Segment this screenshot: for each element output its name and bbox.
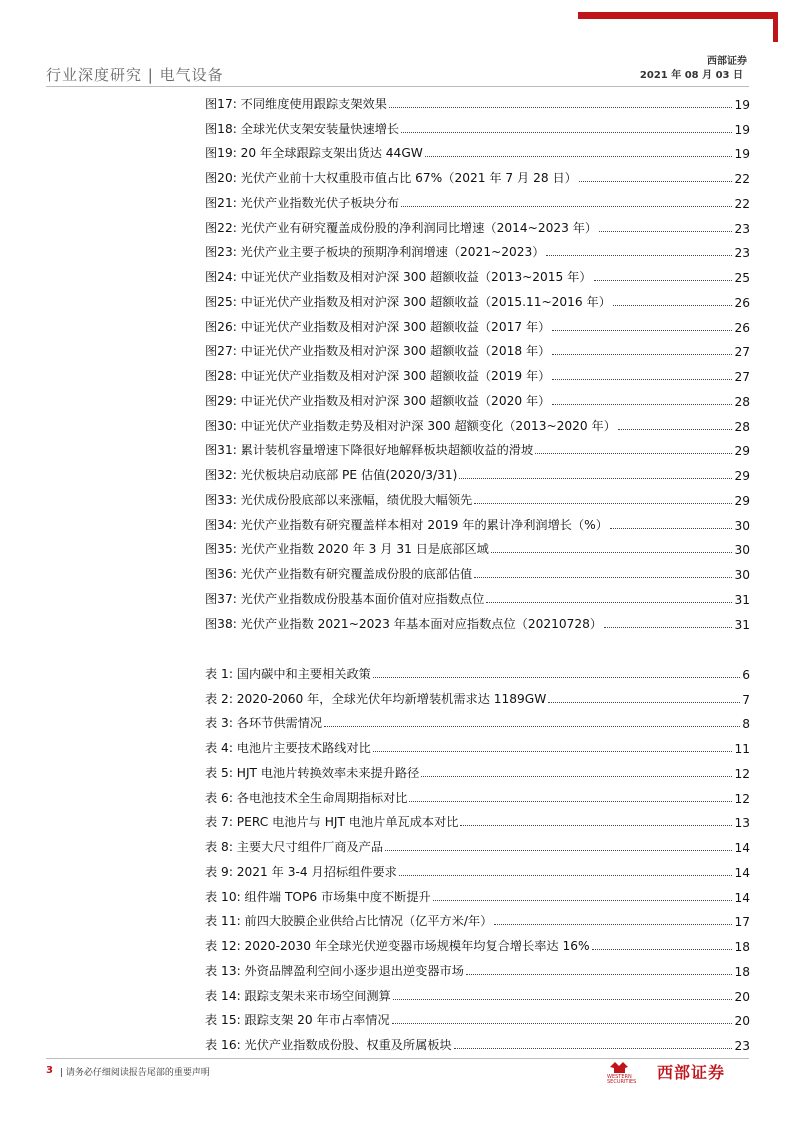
dot-leader: [579, 181, 733, 182]
figure-toc-row[interactable]: [205, 458, 750, 483]
dot-leader: [599, 231, 732, 232]
figure-toc-row-label: 图23: 光伏产业主要子板块的预期净利润增速（2021~2023）: [205, 245, 545, 260]
figure-toc-row-label: 图31: 累计装机容量增速下降很好地解释板块超额收益的滑坡: [205, 443, 534, 458]
table-toc-row[interactable]: [205, 979, 750, 1004]
table-toc-row-label: 表 4: 电池片主要技术路线对比: [205, 741, 371, 755]
figure-toc-row-page: 29: [734, 444, 750, 459]
table-toc-row-label: 表 14: 跟踪支架未来市场空间测算: [205, 988, 391, 1003]
dot-leader: [466, 974, 733, 975]
table-toc-row-label: 表 7: PERC 电池片与 HJT 电池片单瓦成本对比: [205, 815, 459, 830]
dot-leader: [389, 107, 733, 108]
table-toc-row-label: 表 10: 组件端 TOP6 市场集中度不断提升: [205, 889, 431, 904]
dot-leader: [474, 577, 732, 578]
figure-toc-row-page: 30: [734, 543, 750, 558]
figure-toc-list: [205, 87, 750, 632]
figure-toc-row-page: 27: [734, 370, 750, 384]
table-toc-row[interactable]: [205, 731, 750, 756]
figure-toc-row[interactable]: [205, 483, 750, 508]
table-toc-row[interactable]: [205, 929, 750, 954]
dot-leader: [552, 404, 732, 405]
figure-toc-row[interactable]: [205, 236, 750, 261]
figure-toc-row-label: 图27: 中证光伏产业指数及相对沪深 300 超额收益（2018 年）: [205, 344, 551, 359]
dot-leader: [618, 429, 733, 430]
figure-toc-row-label: 图17: 不同维度使用跟踪支架效果: [205, 96, 387, 111]
figure-toc-row-label: 图30: 中证光伏产业指数走势及相对沪深 300 超额变化（2013~2020 年）: [205, 418, 616, 433]
dot-leader: [613, 305, 733, 306]
page-number: 3: [46, 1065, 53, 1076]
dot-leader: [373, 751, 733, 752]
dot-leader: [486, 602, 732, 603]
figure-toc-row-label: 图28: 中证光伏产业指数及相对沪深 300 超额收益（2019 年）: [205, 369, 551, 383]
table-toc-row-page: 14: [734, 890, 750, 905]
dot-leader: [535, 453, 732, 454]
figure-toc-row-label: 图29: 中证光伏产业指数及相对沪深 300 超额收益（2020 年）: [205, 393, 551, 408]
figure-toc-row[interactable]: [205, 112, 750, 137]
table-toc-row-page: 14: [734, 865, 750, 880]
dot-leader: [401, 132, 732, 133]
table-toc-row-page: 23: [734, 1039, 750, 1053]
dot-leader: [425, 156, 733, 157]
figure-toc-row[interactable]: [205, 508, 750, 533]
table-toc-row-label: 表 12: 2020-2030 年全球光伏逆变器市场规模年均复合增长率达 16%: [205, 939, 590, 953]
figure-toc-row[interactable]: [205, 434, 750, 459]
table-toc-row-label: 表 16: 光伏产业指数成份股、权重及所属板块: [205, 1038, 452, 1052]
figure-toc-row-page: 19: [734, 147, 750, 162]
figure-toc-row-label: 图18: 全球光伏支架安装量快速增长: [205, 121, 400, 136]
table-toc-row[interactable]: [205, 905, 750, 930]
figure-toc-row-page: 19: [734, 97, 750, 112]
dot-leader: [324, 726, 740, 727]
dot-leader: [459, 478, 732, 479]
figure-toc-row-page: 31: [734, 617, 750, 632]
figure-toc-row-label: 图22: 光伏产业有研究覆盖成份股的净利润同比增速（2014~2023 年）: [205, 220, 598, 235]
table-toc-row[interactable]: [205, 806, 750, 831]
figure-toc-row[interactable]: [205, 260, 750, 285]
disclaimer-text: | 请务必仔细阅读报告尾部的重要声明: [60, 1068, 210, 1078]
figure-toc-row-page: 28: [734, 394, 750, 409]
table-toc-row-page: 18: [734, 964, 750, 979]
figure-toc-row-label: 图26: 中证光伏产业指数及相对沪深 300 超额收益（2017 年）: [205, 319, 551, 334]
dot-leader: [548, 702, 740, 703]
table-toc-row-page: 12: [734, 791, 750, 806]
figure-toc-row-page: 25: [734, 271, 750, 285]
figure-toc-row-page: 19: [734, 122, 750, 137]
table-toc-row-label: 表 13: 外资品牌盈利空间小逐步退出逆变器市场: [205, 963, 464, 978]
dot-leader: [610, 528, 733, 529]
figure-toc-row-page: 28: [734, 419, 750, 434]
table-toc-row-label: 表 9: 2021 年 3-4 月招标组件要求: [205, 864, 397, 879]
header-company-name: 西部证券: [707, 56, 747, 67]
figure-toc-row-label: 图36: 光伏产业指数有研究覆盖成份股的底部估值: [205, 567, 473, 581]
table-toc-row[interactable]: [205, 657, 750, 682]
table-toc-row-label: 表 15: 跟踪支架 20 年市占率情况: [205, 1013, 390, 1028]
table-toc-row-page: 17: [734, 915, 750, 930]
figure-toc-row-page: 26: [734, 295, 750, 310]
figure-toc-row[interactable]: [205, 310, 750, 335]
figure-toc-row-label: 图20: 光伏产业前十大权重股市值占比 67%（2021 年 7 月 28 日）: [205, 171, 577, 185]
figure-toc-row-label: 图35: 光伏产业指数 2020 年 3 月 31 日是底部区域: [205, 542, 489, 557]
figure-toc-row-label: 图21: 光伏产业指数光伏子板块分布: [205, 195, 400, 210]
report-category: 行业深度研究 | 电气设备: [46, 66, 224, 84]
figure-toc-row[interactable]: [205, 582, 750, 607]
table-toc-row-label: 表 6: 各电池技术全生命周期指标对比: [205, 790, 408, 805]
dot-leader: [552, 379, 732, 380]
dot-leader: [385, 850, 732, 851]
table-toc-row-page: 14: [734, 841, 750, 855]
header-red-bar: [578, 12, 778, 19]
dot-leader: [546, 255, 732, 256]
table-toc-row[interactable]: [205, 756, 750, 781]
figure-toc-row[interactable]: [205, 137, 750, 162]
logo-sub-line2: SECURITIES: [607, 1079, 637, 1084]
table-toc-row-label: 表 8: 主要大尺寸组件厂商及产品: [205, 840, 384, 854]
table-toc-row[interactable]: [205, 830, 750, 855]
table-toc-row[interactable]: [205, 954, 750, 979]
dot-leader: [460, 825, 732, 826]
table-toc-row[interactable]: [205, 707, 750, 732]
figure-toc-row-label: 图33: 光伏成份股底部以来涨幅，绩优股大幅领先: [205, 492, 473, 507]
table-toc-row-page: 20: [734, 989, 750, 1004]
figure-toc-row-page: 23: [734, 246, 750, 261]
dot-leader: [474, 503, 732, 504]
table-toc-row[interactable]: [205, 682, 750, 707]
dot-leader: [491, 552, 733, 553]
figure-toc-row[interactable]: [205, 211, 750, 236]
figure-toc-row-page: 23: [734, 221, 750, 236]
figure-toc-row-page: 29: [734, 469, 750, 483]
report-date: 2021 年 08 月 03 日: [639, 70, 743, 81]
dot-leader: [393, 999, 733, 1000]
table-toc-row-page: 18: [734, 940, 750, 954]
table-toc-row-page: 7: [742, 692, 750, 707]
dot-leader: [592, 949, 733, 950]
figure-toc-row[interactable]: [205, 409, 750, 434]
table-toc-row-page: 6: [742, 667, 750, 682]
table-toc-row-label: 表 1: 国内碳中和主要相关政策: [205, 666, 371, 681]
figure-toc-row-page: 26: [734, 320, 750, 335]
dot-leader: [421, 776, 732, 777]
table-toc-list: [205, 657, 750, 1053]
figure-toc-row[interactable]: [205, 384, 750, 409]
figure-toc-row[interactable]: [205, 87, 750, 112]
table-toc-row-label: 表 3: 各环节供需情况: [205, 716, 323, 731]
table-toc-row-page: 8: [742, 717, 750, 732]
figure-toc-row-page: 27: [734, 345, 750, 360]
figure-toc-row[interactable]: [205, 335, 750, 360]
dot-leader: [392, 1023, 733, 1024]
header-red-bar-vertical: [773, 12, 778, 42]
figure-toc-row[interactable]: [205, 186, 750, 211]
figure-toc-row-label: 图34: 光伏产业指数有研究覆盖样本相对 2019 年的累计净利润增长（%）: [205, 517, 608, 532]
table-toc-row[interactable]: [205, 880, 750, 905]
table-toc-row-label: 表 11: 前四大胶膜企业供给占比情况（亿平方米/年）: [205, 914, 493, 929]
dot-leader: [401, 206, 732, 207]
logo-sub-line1: WESTERN: [607, 1074, 632, 1080]
dot-leader: [552, 330, 732, 331]
figure-toc-row[interactable]: [205, 161, 750, 186]
table-toc-row-label: 表 5: HJT 电池片转换效率未来提升路径: [205, 765, 420, 780]
table-toc-row-label: 表 2: 2020-2060 年，全球光伏年均新增装机需求达 1189GW: [205, 691, 547, 706]
table-toc-row-page: 11: [734, 742, 750, 756]
table-toc-row-page: 20: [734, 1014, 750, 1029]
figure-toc-row-label: 图32: 光伏板块启动底部 PE 估值(2020/3/31): [205, 468, 458, 482]
table-toc-row-page: 12: [734, 766, 750, 781]
table-toc-row[interactable]: [205, 1004, 750, 1029]
figure-toc-row[interactable]: [205, 557, 750, 582]
figure-toc-row-page: 30: [734, 568, 750, 582]
figure-toc-row-label: 图24: 中证光伏产业指数及相对沪深 300 超额收益（2013~2015 年）: [205, 270, 592, 284]
figure-toc-row[interactable]: [205, 533, 750, 558]
logo-brand-text: 西部证券: [657, 1063, 726, 1082]
dot-leader: [433, 900, 733, 901]
figure-toc-row-page: 30: [734, 518, 750, 533]
dot-leader: [373, 677, 740, 678]
dot-leader: [552, 354, 732, 355]
table-toc-row[interactable]: [205, 781, 750, 806]
figure-toc-row[interactable]: [205, 607, 750, 632]
dot-leader: [494, 924, 732, 925]
figure-toc-row-page: 22: [734, 196, 750, 211]
dot-leader: [604, 627, 732, 628]
dot-leader: [409, 801, 732, 802]
table-toc-row[interactable]: [205, 855, 750, 880]
figure-toc-row-label: 图37: 光伏产业指数成份股基本面价值对应指数点位: [205, 591, 485, 606]
figure-toc-row-page: 22: [734, 172, 750, 186]
figure-toc-row[interactable]: [205, 359, 750, 384]
dot-leader: [399, 875, 733, 876]
table-toc-row[interactable]: [205, 1028, 750, 1053]
figure-toc-row-label: 图38: 光伏产业指数 2021~2023 年基本面对应指数点位（20210728）: [205, 616, 603, 631]
dot-leader: [454, 1048, 733, 1049]
dot-leader: [594, 280, 733, 281]
figure-toc-row-page: 29: [734, 493, 750, 508]
figure-toc-row-label: 图19: 20 年全球跟踪支架出货达 44GW: [205, 146, 423, 161]
bull-icon: [610, 1062, 628, 1073]
table-toc-row-page: 13: [734, 816, 750, 831]
figure-toc-row[interactable]: [205, 285, 750, 310]
figure-toc-row-page: 31: [734, 592, 750, 607]
figure-toc-row-label: 图25: 中证光伏产业指数及相对沪深 300 超额收益（2015.11~2016 年）: [205, 294, 611, 309]
